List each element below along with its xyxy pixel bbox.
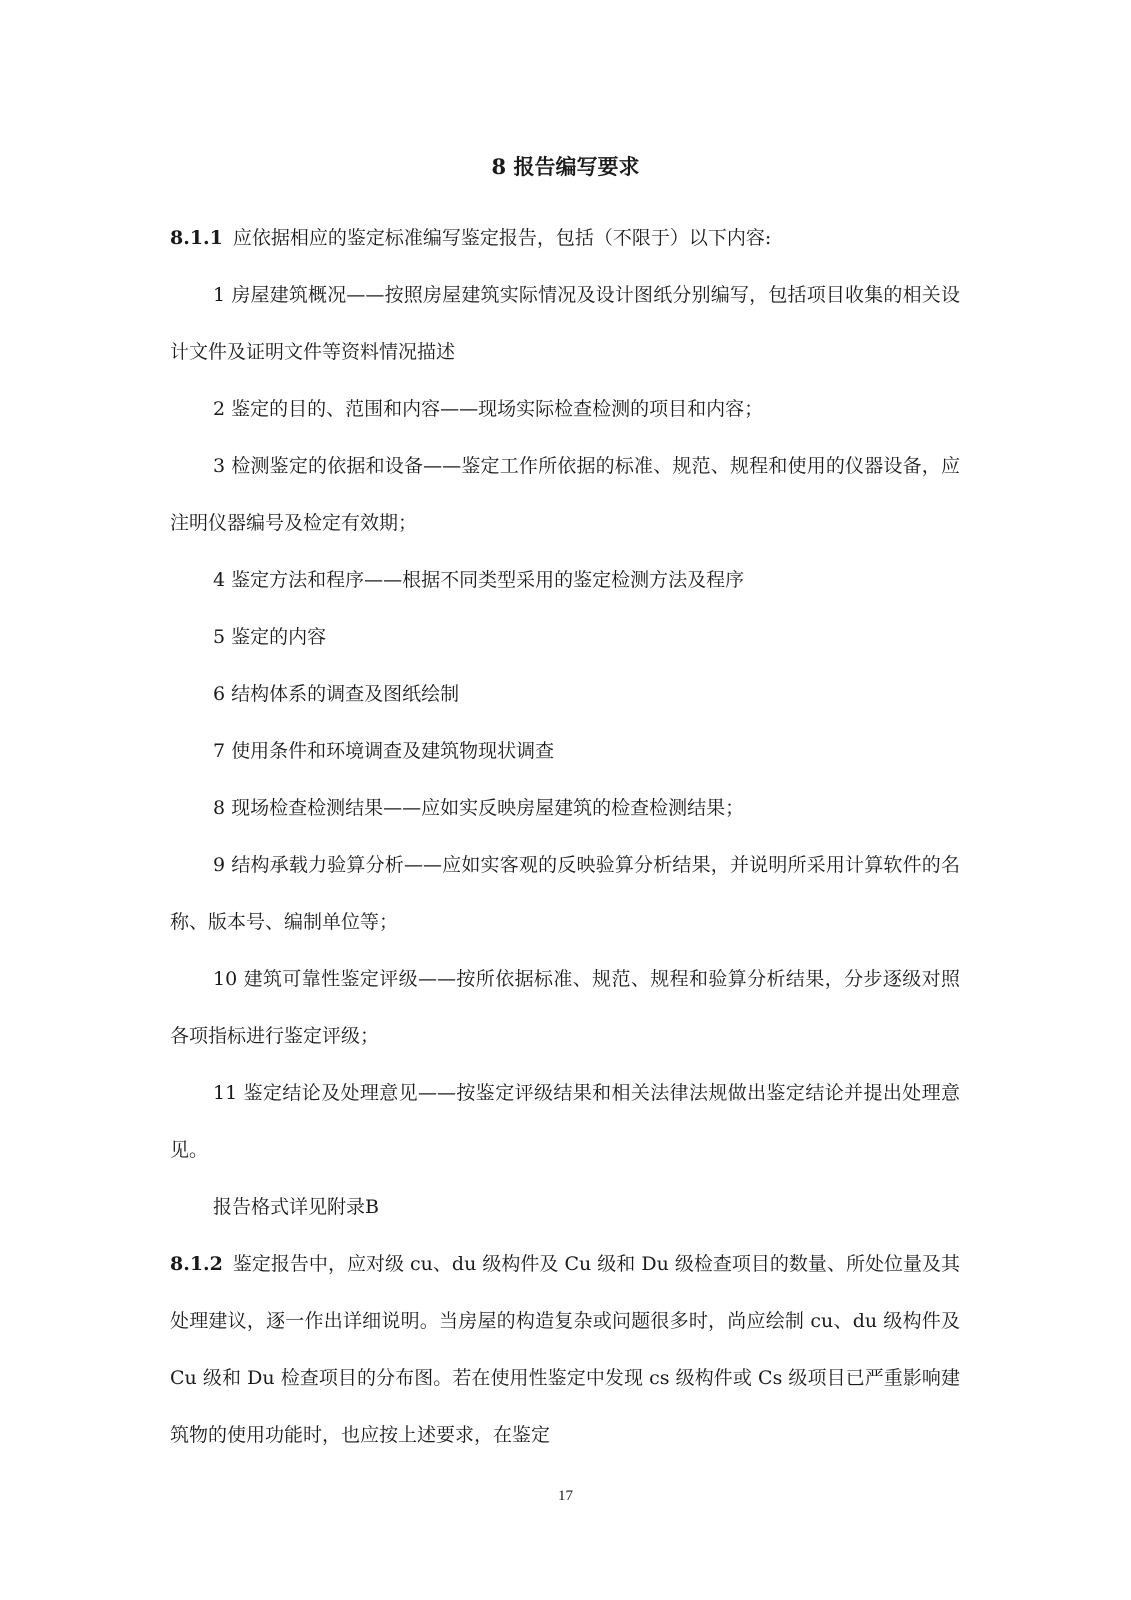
list-item: 4 鉴定方法和程序——根据不同类型采用的鉴定检测方法及程序 [213, 569, 745, 591]
list-item: 3 检测鉴定的依据和设备——鉴定工作所依据的标准、规范、规程和使用的仪器设备，应注明仪器编号及检定有效期； [170, 455, 960, 534]
list-item: 6 结构体系的调查及图纸绘制 [213, 683, 460, 705]
clause-8-1-1 [170, 210, 960, 267]
list-item: 5 鉴定的内容 [213, 626, 327, 648]
list-item: 10 建筑可靠性鉴定评级——按所依据标准、规范、规程和验算分析结果，分步逐级对照各项指标进行鉴定评级； [170, 968, 960, 1047]
list-item: 9 结构承载力验算分析——应如实客观的反映验算分析结果，并说明所采用计算软件的名称、版本号、编制单位等； [170, 854, 960, 933]
appendix-note: 报告格式详见附录B [213, 1196, 379, 1218]
list-item: 1 房屋建筑概况——按照房屋建筑实际情况及设计图纸分别编写，包括项目收集的相关设计文件及证明文件等资料情况描述 [170, 284, 960, 363]
clause-text: 应依据相应的鉴定标准编写鉴定报告，包括（不限于）以下内容: [232, 227, 772, 249]
list-item: 7 使用条件和环境调查及建筑物现状调查 [213, 740, 555, 762]
clause-number: 8.1.2 [170, 1253, 223, 1275]
page-number: 17 [558, 1488, 573, 1504]
clause-text: 鉴定报告中，应对级 cu、du 级构件及 Cu 级和 Du 级检查项目的数量、所处位量及其处理建议，逐一作出详细说明。当房屋的构造复杂或问题很多时，尚应绘制 cu、du 级构件及 Cu 级和 Du 检查项目的分布图。若在使用性鉴定中发现 cs 级构件或 Cs 级项目已严重影响建筑物的使用功能时，也应按上述要求，在鉴定 [170, 1253, 960, 1446]
clause-number: 8.1.1 [170, 227, 223, 249]
list-item: 2 鉴定的目的、范围和内容——现场实际检查检测的项目和内容； [213, 398, 764, 420]
body-text [170, 210, 960, 1464]
clause-8-1-2 [170, 1236, 960, 1464]
list-item: 11 鉴定结论及处理意见——按鉴定评级结果和相关法律法规做出鉴定结论并提出处理意见。 [170, 1082, 960, 1161]
chapter-title: 8 报告编写要求 [491, 154, 640, 179]
list-item: 8 现场检查检测结果——应如实反映房屋建筑的检查检测结果； [213, 797, 745, 819]
